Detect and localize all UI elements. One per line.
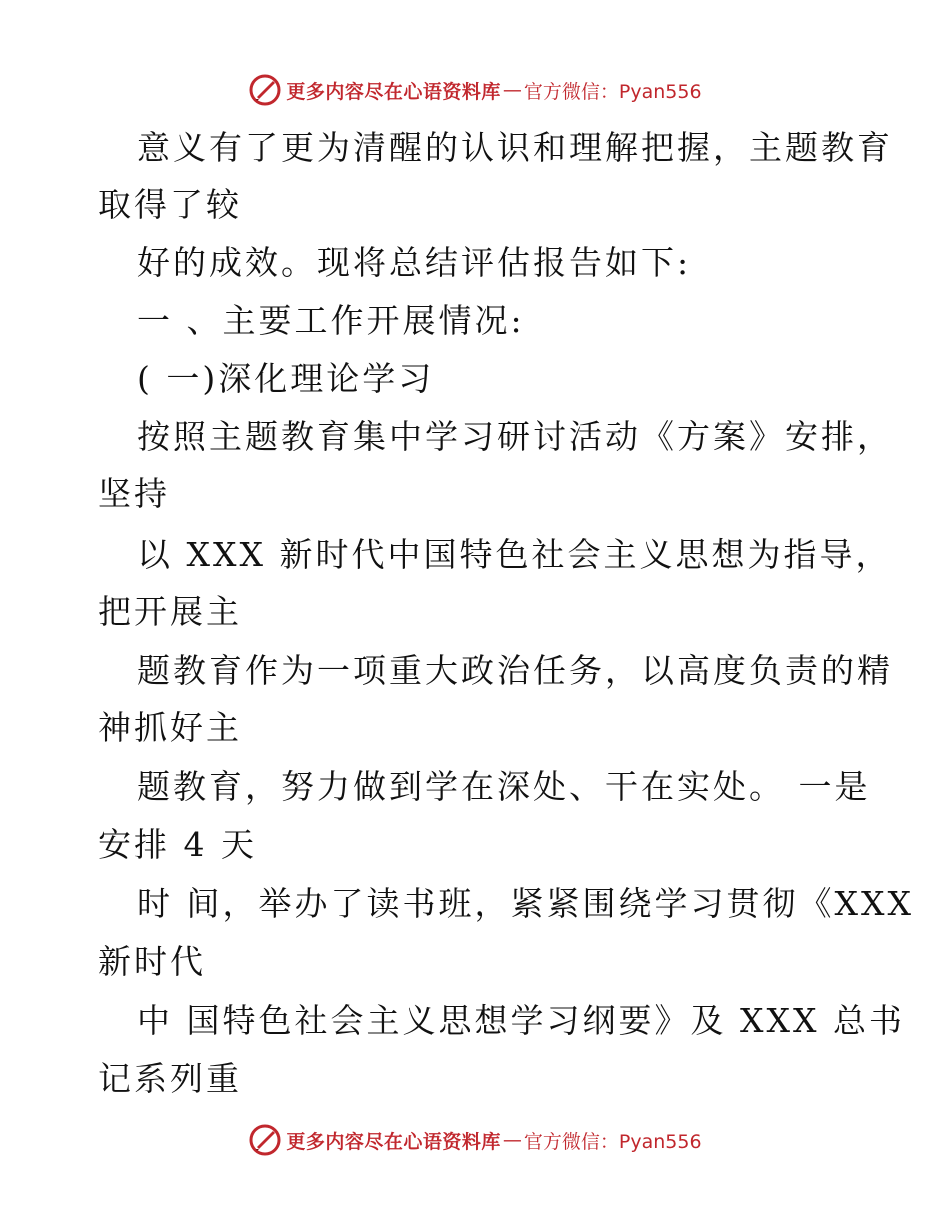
text-line: 按照主题教育集中学习研讨活动《方案》安排，	[137, 417, 893, 456]
text-line: 取得了较	[98, 185, 242, 224]
text-line: 以 XXX 新时代中国特色社会主义思想为指导，	[137, 535, 892, 574]
header-banner	[0, 70, 950, 110]
text-line: 记系列重	[98, 1059, 242, 1098]
text-line: 把开展主	[98, 592, 242, 631]
footer-banner	[0, 1120, 950, 1160]
banner-text: 更多内容尽在心语资料库	[286, 1130, 501, 1153]
text-line: 意义有了更为清醒的认识和理解把握，主题教育	[137, 128, 893, 167]
banner-separator: —	[502, 79, 522, 101]
banner-text: 更多内容尽在心语资料库	[286, 80, 501, 103]
text-line: 题教育作为一项重大政治任务，以高度负责的精	[137, 651, 893, 690]
text-line: 神抓好主	[98, 708, 242, 747]
text-line: 一 、主要工作开展情况:	[137, 301, 525, 340]
brand-logo-icon	[248, 1123, 282, 1157]
text-line: 新时代	[98, 942, 206, 981]
banner-wechat: 官方微信：Pyan556	[523, 1130, 702, 1153]
text-line: 安排 4 天	[98, 825, 257, 864]
banner-separator: —	[502, 1129, 522, 1151]
text-line: ( 一)深化理论学习	[137, 359, 435, 398]
text-line: 题教育，努力做到学在深处、干在实处。 一是	[137, 767, 871, 806]
text-line: 坚持	[98, 474, 170, 513]
text-line: 时 间，举办了读书班，紧紧围绕学习贯彻《XXX	[137, 884, 914, 923]
text-line: 好的成效。现将总结评估报告如下:	[137, 243, 692, 282]
brand-logo-icon	[248, 73, 282, 107]
text-line: 中 国特色社会主义思想学习纲要》及 XXX 总书	[137, 1001, 905, 1040]
banner-wechat: 官方微信：Pyan556	[523, 80, 702, 103]
